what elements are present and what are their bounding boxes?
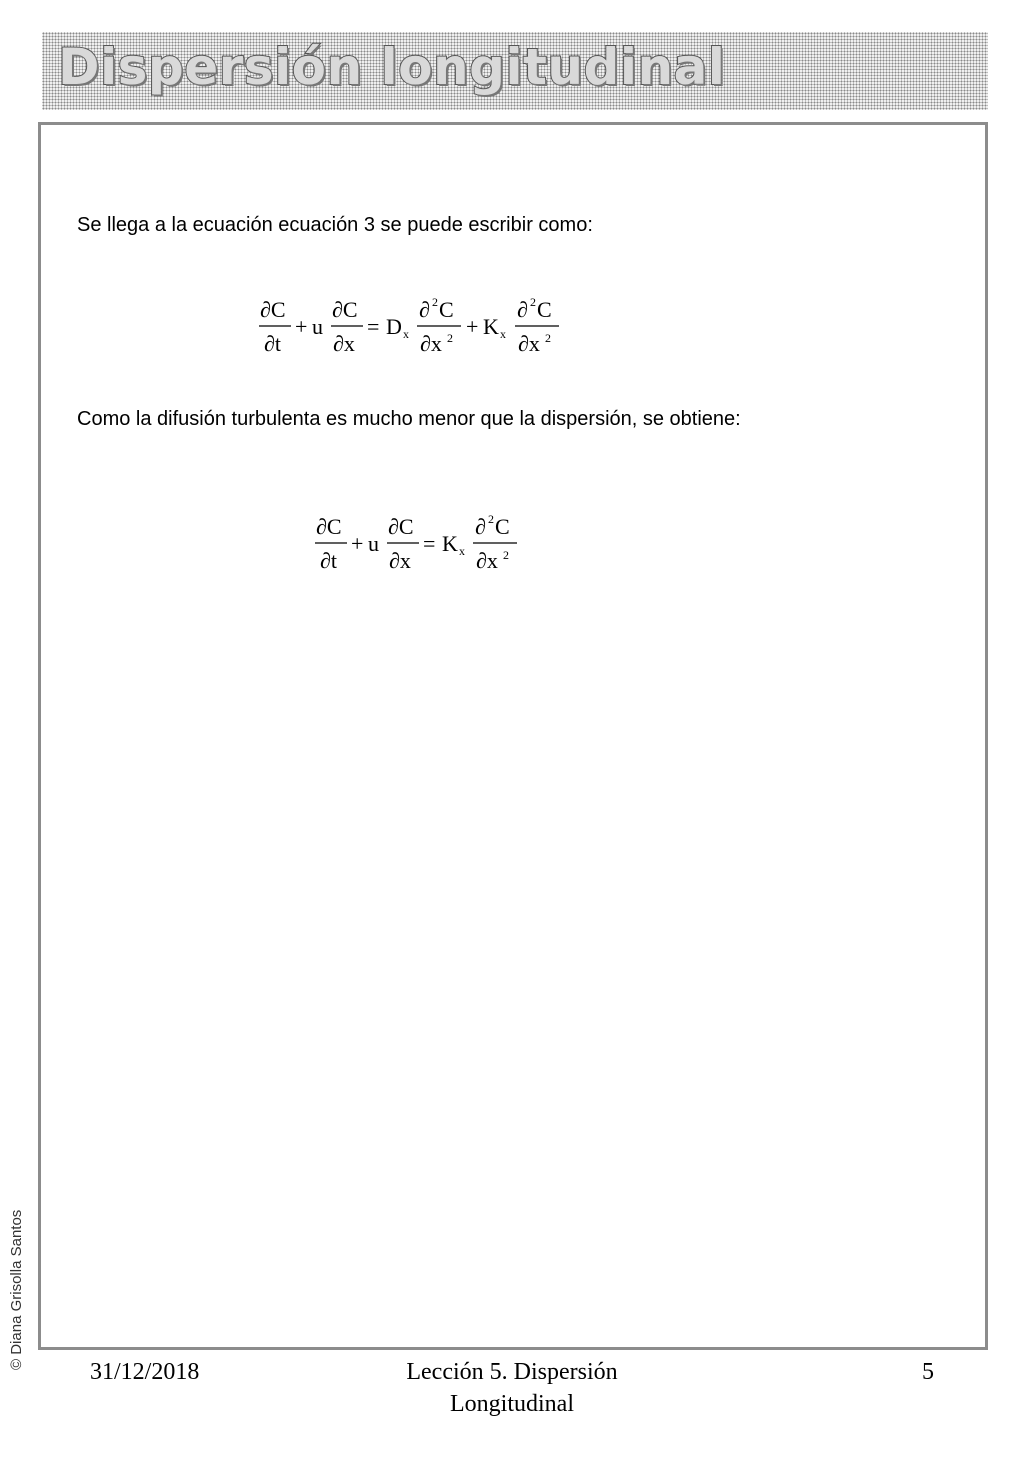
eq2-term1-numerator: ∂C (316, 514, 342, 539)
equation-1 (255, 293, 575, 361)
paragraph-conclusion: Como la difusión turbulenta es mucho menor que la dispersión, se obtiene: (77, 408, 741, 430)
eq2-term3-numerator-exponent: 2 (488, 512, 494, 526)
eq1-plus-1: + (295, 314, 308, 339)
eq2-term3-numerator-c: C (495, 514, 510, 539)
eq1-coef-k-subscript: x (500, 327, 506, 341)
eq1-term1-denominator: ∂t (264, 331, 281, 356)
content-box (38, 122, 988, 1350)
eq1-term4-numerator-exponent: 2 (530, 295, 536, 309)
eq2-term1-denominator: ∂t (320, 548, 337, 573)
eq1-term4-partial: ∂ (517, 297, 528, 322)
eq1-term3-partial: ∂ (419, 297, 430, 322)
eq2-term3-partial: ∂ (475, 514, 486, 539)
footer-date: 31/12/2018 (90, 1359, 200, 1385)
eq1-term2-numerator: ∂C (332, 297, 358, 322)
eq1-term4-denominator: ∂x (518, 331, 540, 356)
footer-lesson-title (362, 1356, 662, 1420)
eq2-coef-u: u (368, 531, 379, 556)
eq1-term3-numerator-exponent: 2 (432, 295, 438, 309)
page-title: Dispersión longitudinal (58, 38, 726, 96)
footer-page-number: 5 (922, 1359, 934, 1385)
paragraph-intro: Se llega a la ecuación ecuación 3 se puede escribir como: (77, 214, 593, 236)
eq1-term4-numerator-c: C (537, 297, 552, 322)
eq2-term2-numerator: ∂C (388, 514, 414, 539)
copyright-note: © Diana Grisolla Santos (8, 1209, 25, 1370)
eq1-coef-u: u (312, 314, 323, 339)
eq2-equals: = (423, 531, 436, 556)
eq1-term1-numerator: ∂C (260, 297, 286, 322)
eq1-term3-denominator-exponent: 2 (447, 331, 453, 345)
eq1-coef-k: K (483, 314, 499, 339)
eq1-coef-d-subscript: x (403, 327, 409, 341)
title-band (42, 32, 988, 110)
eq1-term3-denominator: ∂x (420, 331, 442, 356)
eq1-term3-numerator-c: C (439, 297, 454, 322)
eq1-plus-2: + (466, 314, 479, 339)
equation-2 (311, 510, 531, 578)
eq1-coef-d: D (386, 314, 402, 339)
eq1-term2-denominator: ∂x (333, 331, 355, 356)
eq2-term3-denominator-exponent: 2 (503, 548, 509, 562)
eq2-plus: + (351, 531, 364, 556)
footer-lesson-line-1: Lección 5. Dispersión (406, 1359, 618, 1385)
eq2-coef-k-subscript: x (459, 544, 465, 558)
footer-lesson-line-2: Longitudinal (450, 1391, 574, 1417)
eq1-equals: = (367, 314, 380, 339)
eq2-term2-denominator: ∂x (389, 548, 411, 573)
eq1-term4-denominator-exponent: 2 (545, 331, 551, 345)
eq2-coef-k: K (442, 531, 458, 556)
eq2-term3-denominator: ∂x (476, 548, 498, 573)
